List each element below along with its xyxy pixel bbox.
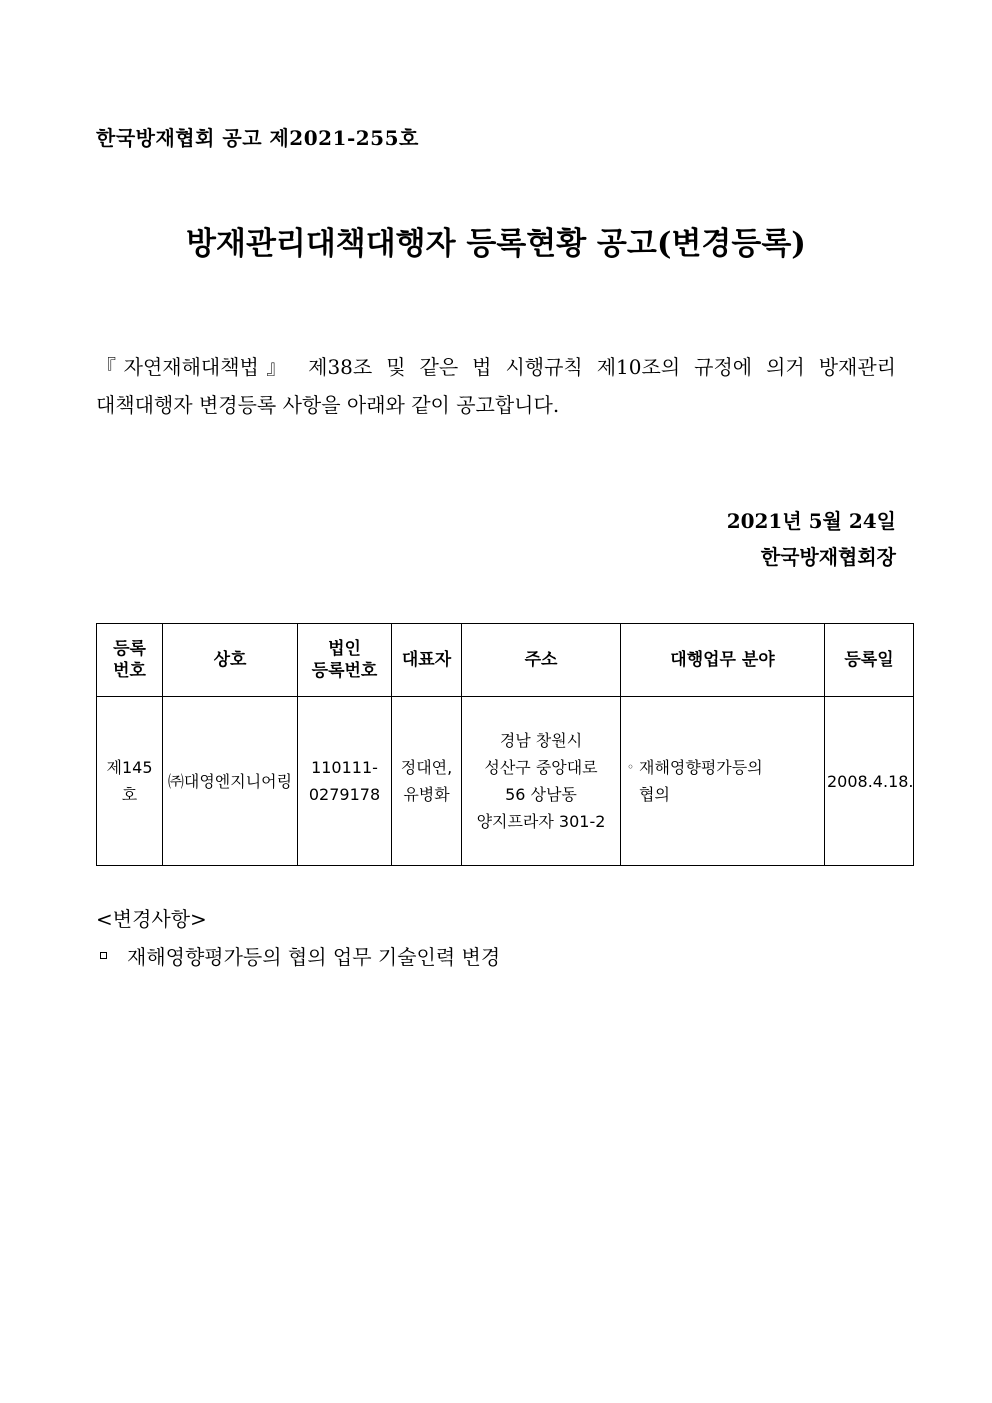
registration-table (96, 623, 914, 866)
changes-heading: <변경사항> (96, 907, 207, 931)
header-reg-no-line-1: 등록 (113, 639, 146, 659)
header-corp-no-line-1: 법인 (328, 639, 361, 659)
document-title: 방재관리대책대행자 등록현황 공고(변경등록) (186, 226, 806, 262)
cell-corp-no (298, 697, 392, 866)
square-bullet-icon (100, 952, 107, 959)
issuer-name: 한국방재협회장 (760, 545, 896, 569)
header-corp-no-line-2: 등록번호 (311, 661, 378, 681)
table-header-row (97, 624, 914, 697)
cell-representative (392, 697, 462, 866)
changes-list-item (100, 941, 500, 970)
cell-corp-no-line-1: 110111- (311, 758, 378, 777)
notice-body-line-1: 『자연재해대책법』 제38조 및 같은 법 시행규칙 제10조의 규정에 의거 방재관리 (96, 355, 896, 379)
header-company: 상호 (163, 624, 298, 697)
header-representative: 대표자 (392, 624, 462, 697)
cell-address-line-3: 56 상남동 (505, 785, 577, 804)
header-corp-no (298, 624, 392, 697)
cell-reg-no: 제145호 (97, 697, 163, 866)
changes-item-text: 재해영향평가등의 협의 업무 기술인력 변경 (127, 945, 501, 969)
cell-address-line-1: 경남 창원시 (499, 731, 583, 750)
cell-reg-date: 2008.4.18. (825, 697, 914, 866)
field-entry (627, 754, 822, 808)
table-row (97, 697, 914, 866)
field-text-line-1: 재해영향평가등의 (639, 758, 763, 777)
cell-address-line-2: 성산구 중앙대로 (484, 758, 598, 777)
notice-body (96, 348, 896, 424)
field-text (639, 754, 763, 808)
header-address: 주소 (462, 624, 621, 697)
cell-representative-line-2: 유병화 (403, 785, 450, 804)
notice-number: 한국방재협회 공고 제2021-255호 (96, 126, 419, 150)
cell-representative-line-1: 정대연, (400, 758, 453, 777)
header-reg-no-line-2: 번호 (113, 661, 146, 681)
header-reg-no (97, 624, 163, 697)
cell-field (621, 697, 825, 866)
cell-company: ㈜대영엔지니어링 (163, 697, 298, 866)
notice-body-line-2: 대책대행자 변경등록 사항을 아래와 같이 공고합니다. (96, 393, 560, 417)
cell-corp-no-line-2: 0279178 (308, 785, 381, 804)
field-text-line-2: 협의 (639, 785, 670, 804)
cell-address-line-4: 양지프라자 301-2 (476, 812, 606, 831)
header-reg-date: 등록일 (825, 624, 914, 697)
header-field: 대행업무 분야 (621, 624, 825, 697)
circle-bullet-icon: ◦ (627, 760, 635, 774)
cell-address (462, 697, 621, 866)
notice-date: 2021년 5월 24일 (726, 509, 896, 533)
